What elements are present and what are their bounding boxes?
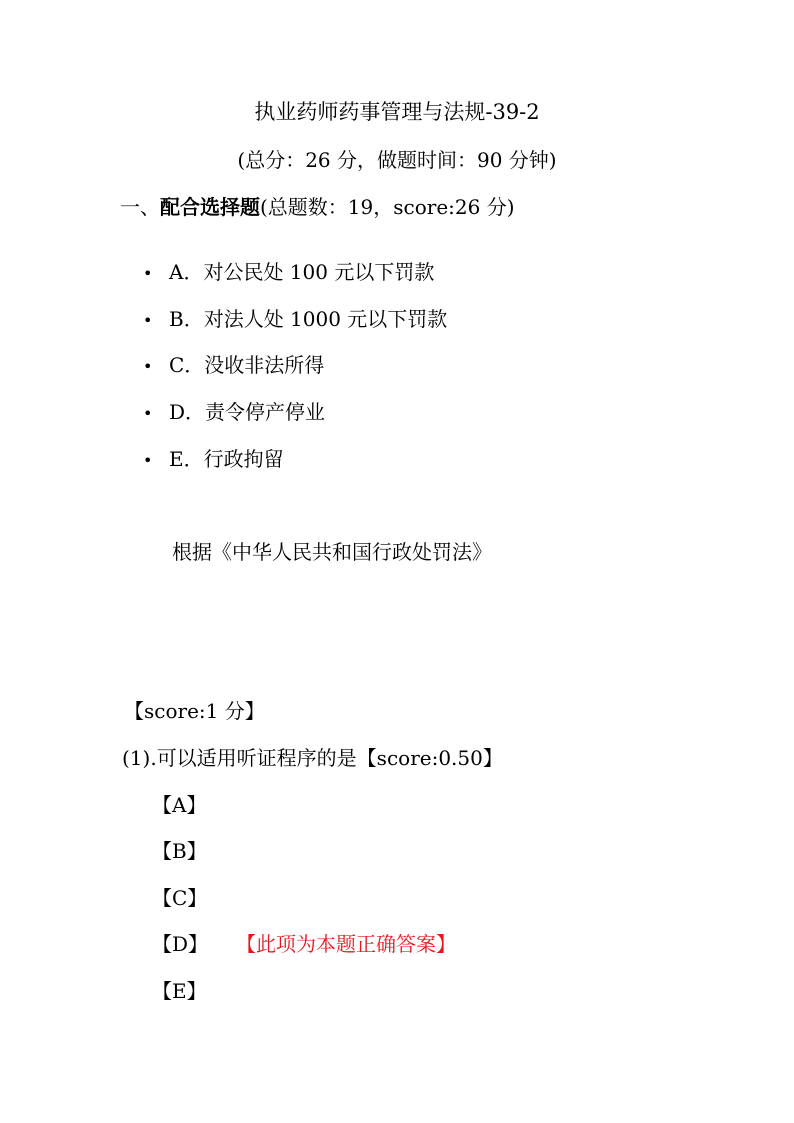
section-name: 配合选择题: [160, 195, 260, 219]
page-title: 执业药师药事管理与法规-39-2: [254, 100, 540, 124]
section-prefix: 一、: [120, 195, 160, 219]
choice-label: 【B】: [152, 839, 207, 863]
option-item: [143, 305, 447, 335]
bullet-icon: •: [143, 264, 153, 283]
choice-item: [152, 884, 207, 912]
bullet-icon: •: [143, 404, 153, 423]
question-stem: 根据《中华人民共和国行政处罚法》: [172, 540, 492, 564]
question-text: (1).可以适用听证程序的是【score:0.50】: [122, 746, 503, 770]
section-info: (总题数：19，score:26 分): [260, 195, 515, 219]
bullet-icon: •: [143, 311, 153, 330]
choice-item: [152, 791, 206, 819]
correct-answer-marker: 【此项为本题正确答案】: [246, 932, 457, 956]
option-item: [143, 351, 324, 381]
bullet-icon: •: [143, 451, 153, 470]
choice-item: [152, 930, 456, 958]
section-heading: [120, 193, 515, 221]
choice-item: [152, 837, 207, 865]
choice-label: 【A】: [152, 793, 207, 817]
option-text: A．对公民处 100 元以下罚款: [169, 260, 435, 284]
option-text: E．行政拘留: [169, 447, 284, 471]
choice-label: 【C】: [152, 886, 208, 910]
choice-item: [152, 977, 207, 1005]
choice-label: 【D】: [152, 932, 209, 956]
exam-info: (总分：26 分，做题时间：90 分钟): [237, 148, 557, 172]
option-text: B．对法人处 1000 元以下罚款: [169, 307, 448, 331]
option-item: [143, 398, 325, 428]
option-item: [143, 258, 434, 288]
option-text: C．没收非法所得: [169, 353, 325, 377]
group-score: 【score:1 分】: [124, 699, 265, 723]
choice-label: 【E】: [152, 979, 207, 1003]
option-item: [143, 445, 284, 475]
bullet-icon: •: [143, 357, 153, 376]
option-text: D．责令停产停业: [169, 400, 326, 424]
